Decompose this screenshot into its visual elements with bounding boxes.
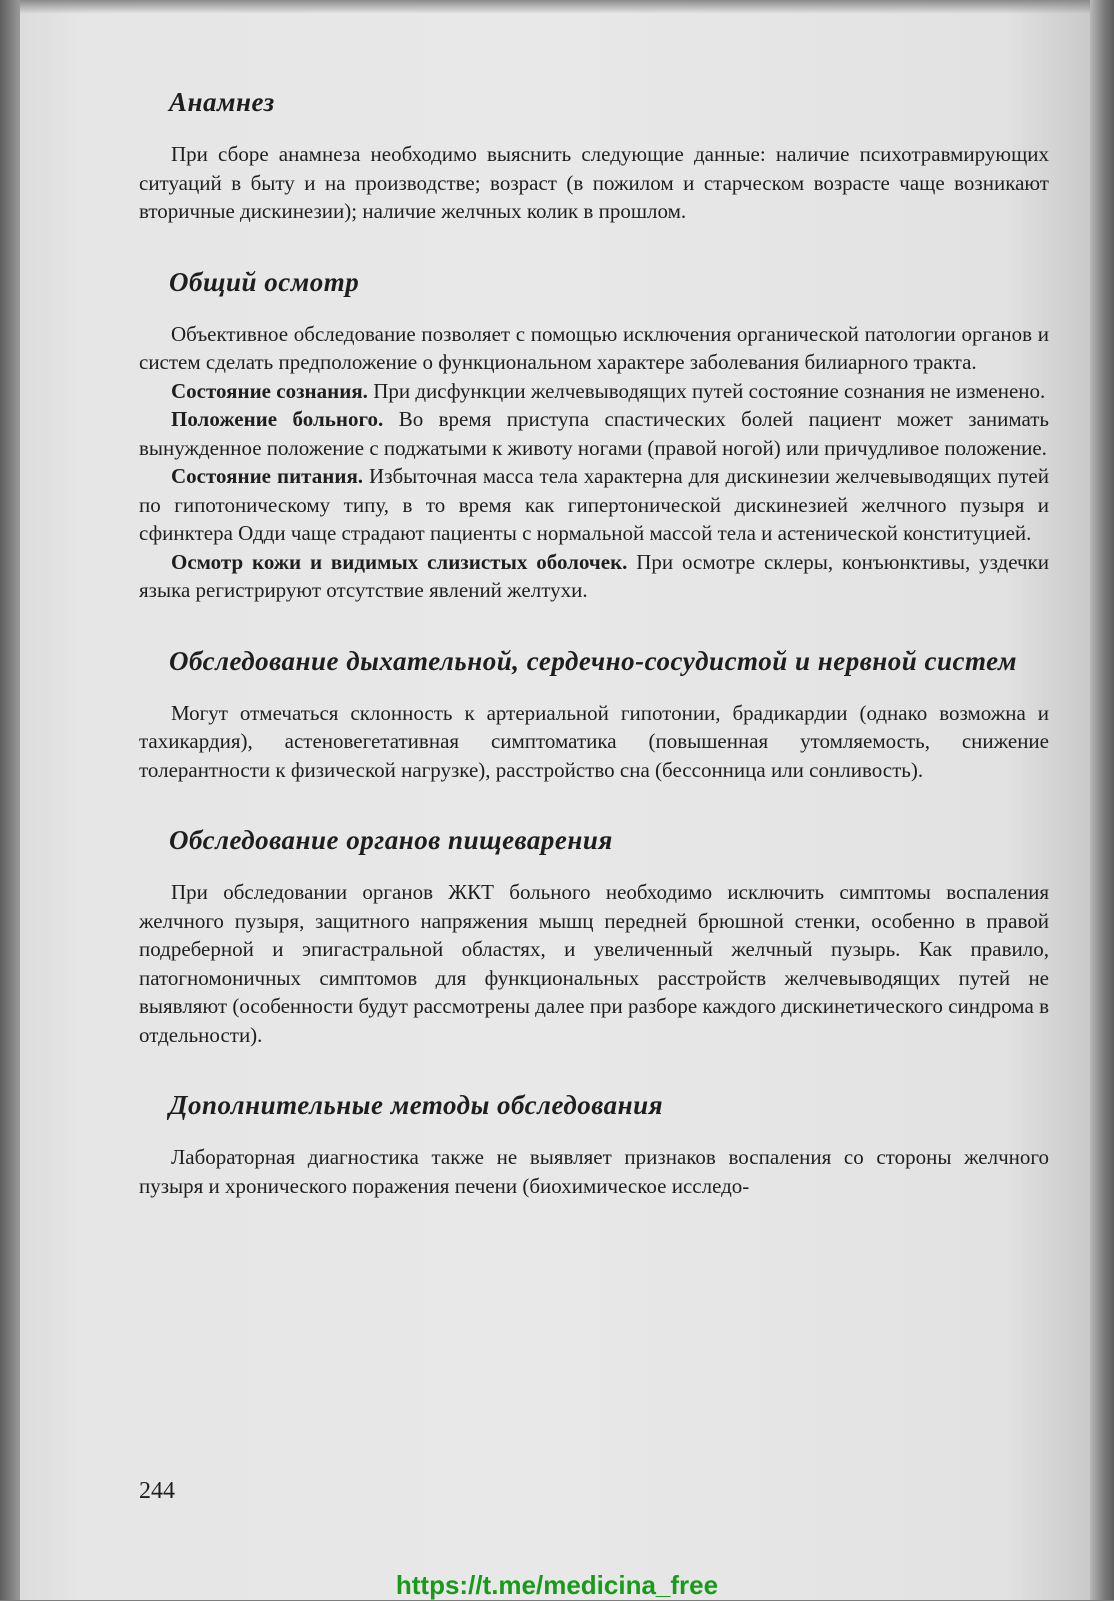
paragraph-text: Избыточная масса тела характерна для дискинезии желчевыводящих путей по гипотоническому типу, в то время как гипертонической дискинезией желчного пузыря и сфинктера Одди чаще страдают пациенты с нормальной массой тела и астенической конституцией.: [139, 464, 1049, 545]
paragraph: [139, 1143, 1049, 1200]
section-heading-additional-methods: Дополнительные методы обследования: [169, 1090, 664, 1120]
paragraph: [139, 699, 1049, 785]
paragraph: [139, 140, 1049, 226]
paragraph-text: Могут отмечаться склонность к артериальной гипотонии, брадикардии (однако возможна и тахикардия), астеновегетативная симптоматика (повышенная утомляемость, снижение толерантности к физической нагрузке), расстройство сна (бессонница или сонливость).: [139, 700, 1049, 782]
section-heading-digestive: Обследование органов пищеварения: [169, 825, 613, 855]
page-right-edge: [1090, 0, 1114, 1600]
paragraph: [139, 462, 1049, 548]
page-left-edge: [0, 0, 20, 1600]
paragraph: [139, 548, 1049, 605]
page-top-shadow: [20, 0, 1090, 14]
paragraph-text: При дисфункции желчевыводящих путей состояние сознания не изменено.: [367, 378, 1046, 403]
paragraph-lead: Положение больного.: [171, 407, 384, 431]
paragraph-text: При обследовании органов ЖКТ больного необходимо исключить симптомы воспаления желчного пузыря, защитного напряжения мышц передней брюшной стенки, особенно в правой подреберной и эпигастральной областях, и увеличенный желчный пузырь. Как правило, патогномоничных симптомов для функциональных расстройств желчевыводящих путей не выявляют (особенности будут рассмотрены далее при разборе каждого дискинетического синдрома в отдельности).: [139, 880, 1049, 1047]
paragraph-text: Лабораторная диагностика также не выявляет признаков воспаления со стороны желчного пузыря и хронического поражения печени (биохимическое исследо-: [139, 1145, 1049, 1198]
paragraph: [139, 377, 1049, 406]
paragraph-lead: Состояние сознания.: [171, 378, 368, 403]
paragraph: [139, 405, 1049, 462]
paragraph-text: При осмотре склеры, конъюнктивы, уздечки языка регистрируют отсутствие явлений желтухи.: [139, 549, 1049, 602]
page-content: [139, 86, 1049, 1200]
paragraph-lead: Осмотр кожи и видимых слизистых оболочек.: [171, 549, 628, 574]
footer-link[interactable]: https://t.me/medicina_free: [395, 1570, 719, 1600]
paragraph-lead: Состояние питания.: [171, 464, 364, 488]
paragraph-text: Во время приступа спастических болей пациент может занимать вынужденное положение с поджатыми к животу ногами (правой ногой) или причудливое положение.: [139, 407, 1049, 460]
paragraph: [139, 320, 1049, 377]
section-heading-resp-cardio-nervous: Обследование дыхательной, сердечно-сосудистой и нервной систем: [169, 645, 1017, 676]
section-heading-general-exam: Общий осмотр: [169, 266, 360, 297]
section-heading-anamnesis: Анамнез: [169, 87, 275, 117]
paragraph-text: При сборе анамнеза необходимо выяснить следующие данные: наличие психотравмирующих ситуаций в быту и на производстве; возраст (в пожилом и старческом возрасте чаще возникают вторичные дискинезии); наличие желчных колик в прошлом.: [139, 142, 1049, 223]
page-number: 244: [139, 1478, 175, 1504]
paragraph-text: Объективное обследование позволяет с помощью исключения органической патологии органов и систем сделать предположение о функциональном характере заболевания билиарного тракта.: [139, 321, 1049, 374]
paragraph: [139, 878, 1049, 1049]
